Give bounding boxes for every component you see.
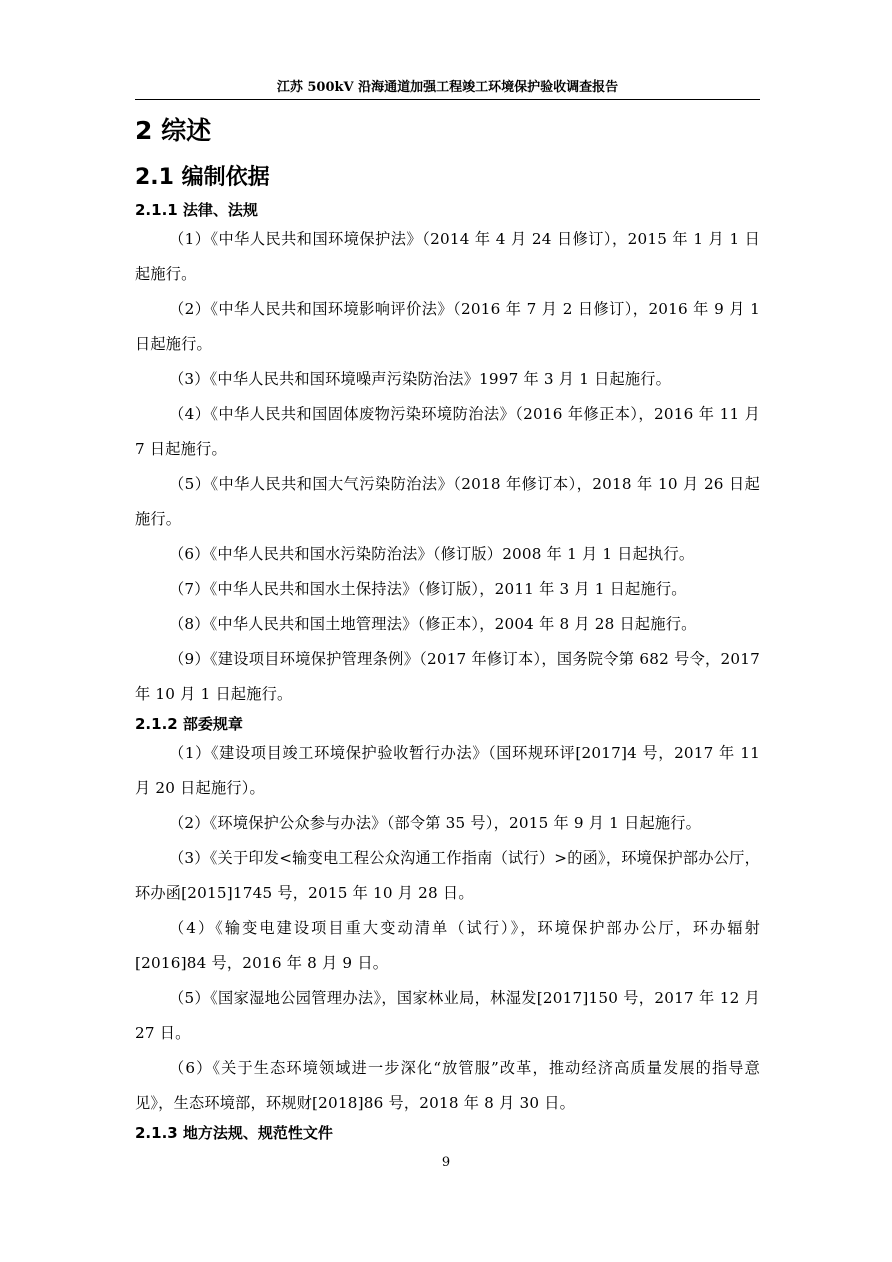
list-item: （6）《中华人民共和国水污染防治法》（修订版）2008 年 1 月 1 日起执行。 xyxy=(169,545,695,563)
list-item: （5）《国家湿地公园管理办法》，国家林业局，林湿发[2017]150 号，2017 年 12 月 27 日。 xyxy=(135,989,760,1042)
list-item: （1）《建设项目竣工环境保护验收暂行办法》（国环规环评[2017]4 号，2017 年 11 月 20 日起施行）。 xyxy=(135,744,760,797)
section-title: 2.1 编制依据 xyxy=(135,165,270,190)
list-item: （6）《关于生态环境领域进一步深化“放管服”改革，推动经济高质量发展的指导意见》，生态环境部，环规财[2018]86 号，2018 年 8 月 30 日。 xyxy=(135,1059,760,1112)
subsection-ministry-rules xyxy=(135,712,760,1121)
page-number: 9 xyxy=(441,1155,451,1170)
item-list xyxy=(135,222,760,712)
list-item: （4）《中华人民共和国固体废物污染环境防治法》（2016 年修正本），2016 年 11 月 7 日起施行。 xyxy=(135,405,760,458)
item-list xyxy=(135,736,760,1121)
header-rule xyxy=(135,99,760,100)
list-item: （9）《建设项目环境保护管理条例》（2017 年修订本），国务院令第 682 号令，2017 年 10 月 1 日起施行。 xyxy=(135,650,760,703)
list-item: （2）《中华人民共和国环境影响评价法》（2016 年 7 月 2 日修订），2016 年 9 月 1 日起施行。 xyxy=(135,300,760,353)
list-item: （8）《中华人民共和国土地管理法》（修正本），2004 年 8 月 28 日起施行。 xyxy=(169,615,697,633)
subsection-title: 2.1.1 法律、法规 xyxy=(135,201,258,219)
chapter-title: 2 综述 xyxy=(135,116,212,145)
list-item: （3）《关于印发<输变电工程公众沟通工作指南（试行）>的函》，环境保护部办公厅，环办函[2015]1745 号，2015 年 10 月 28 日。 xyxy=(135,849,760,902)
subsection-laws xyxy=(135,198,760,712)
page-body xyxy=(135,112,760,1145)
list-item: （4）《输变电建设项目重大变动清单（试行）》，环境保护部办公厅，环办辐射[2016]84 号，2016 年 8 月 9 日。 xyxy=(135,919,760,972)
running-header: 江苏 500kV 沿海通道加强工程竣工环境保护验收调查报告 xyxy=(276,80,619,95)
subsection-local-regulations xyxy=(135,1121,760,1145)
list-item: （7）《中华人民共和国水土保持法》（修订版），2011 年 3 月 1 日起施行。 xyxy=(169,580,687,598)
list-item: （5）《中华人民共和国大气污染防治法》（2018 年修订本），2018 年 10 月 26 日起施行。 xyxy=(135,475,760,528)
list-item: （1）《中华人民共和国环境保护法》（2014 年 4 月 24 日修订），2015 年 1 月 1 日起施行。 xyxy=(135,230,760,283)
list-item: （3）《中华人民共和国环境噪声污染防治法》1997 年 3 月 1 日起施行。 xyxy=(169,370,672,388)
subsection-title: 2.1.2 部委规章 xyxy=(135,715,243,733)
list-item: （2）《环境保护公众参与办法》（部令第 35 号），2015 年 9 月 1 日起施行。 xyxy=(169,814,702,832)
subsection-title: 2.1.3 地方法规、规范性文件 xyxy=(135,1124,333,1142)
